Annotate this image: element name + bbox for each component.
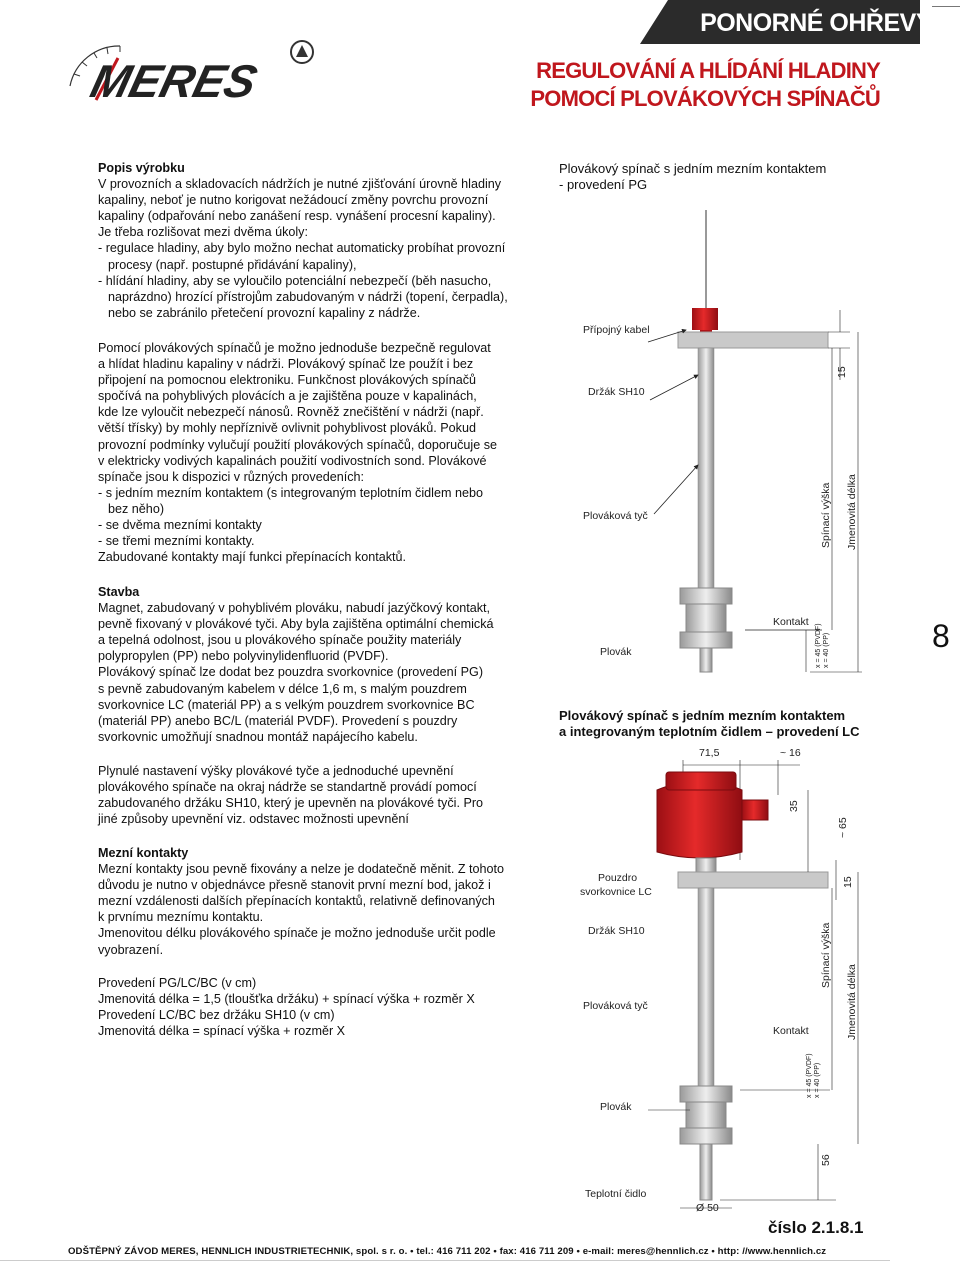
fig2-title xyxy=(559,708,860,740)
stavba-line: svorkovnice LC (materiál PP) a s velkým pouzdrem svorkovnice BC xyxy=(98,697,475,712)
stavba-line: polypropylen (PP) nebo polyvinylidenfluorid (PVDF). xyxy=(98,649,389,664)
page-subtitle-line1: REGULOVÁNÍ A HLÍDÁNÍ HLADINY xyxy=(536,58,880,83)
fig2-title-line2: a integrovaným teplotním čidlem – provedení LC xyxy=(559,724,860,739)
label-teplotni-cidlo: Teplotní čidlo xyxy=(585,1188,647,1200)
mezni-line: mezní vzdálenosti dalších přepínacích kontaktů, relativně definovaných xyxy=(98,894,495,909)
formula-line: Provedení PG/LC/BC (v cm) xyxy=(98,976,257,990)
label-jmenovita-delka: Jmenovitá délka xyxy=(846,964,858,1040)
para-line: Pomocí plovákových spínačů je možno jednoduše bezpečně regulovat xyxy=(98,341,491,355)
dim-35: 35 xyxy=(788,800,800,812)
para-line: Zabudované kontakty mají funkci přepínacích kontaktů. xyxy=(98,550,407,565)
stavba-heading: Stavba xyxy=(98,585,140,599)
popis-line: kapaliny, neboť je nutno korigovat nežádoucí změny povrchu provozní xyxy=(98,193,489,208)
label-svorkovnice: svorkovnice LC xyxy=(580,886,652,898)
para-line: větší třísky) by mohly nepříznivě ovlivnit pohyblivost plováků. Pokud xyxy=(98,421,476,436)
stavba-line: Magnet, zabudovaný v pohyblivém plováku, nabudí jazýčkový kontakt, xyxy=(98,601,491,616)
label-pripojny-kabel: Přípojný kabel xyxy=(583,324,650,336)
label-spinaci-vyska: Spínací výška xyxy=(820,922,832,988)
label-tyc: Plováková tyč xyxy=(583,1000,648,1012)
mezni-line: vyobrazení. xyxy=(98,942,164,957)
formula-line: Jmenovitá délka = 1,5 (tloušťka držáku) + spínací výška + rozměr X xyxy=(98,992,475,1007)
para-line: kde lze vyloučit nebezpečí nánosů. Rovněž znečištění v nádrži (např. xyxy=(98,405,484,420)
dim-d50: Ø 50 xyxy=(696,1202,719,1214)
popis-line: Je třeba rozlišovat mezi dvěma úkoly: xyxy=(98,225,308,240)
dim-15: 15 xyxy=(836,366,848,378)
document-number: číslo 2.1.8.1 xyxy=(768,1218,864,1237)
para-line: v elektricky vodivých kapalinách použití vodivostních sond. Plovákové xyxy=(98,453,487,468)
para-line: připojení na pomocnou elektroniku. Funkčnost plovákových spínačů xyxy=(98,373,477,388)
dim-15: 15 xyxy=(842,876,854,888)
stavba2-line: jiné způsoby upevnění viz. odstavec možnosti upevnění xyxy=(98,812,409,827)
label-x-pvdf: x = 45 (PVDF) xyxy=(815,623,822,668)
fig1-title-line1: Plovákový spínač s jedním mezním kontaktem xyxy=(559,161,827,176)
popis-line: kapaliny (odpařování nebo zanášení resp. vynášení procesní kapaliny). xyxy=(98,209,496,224)
dim-56: 56 xyxy=(820,1154,832,1166)
popis-line: - hlídání hladiny, aby se vyloučilo potenciální nebezpečí (běh nasucho, xyxy=(98,273,492,288)
para-line: a hlídat hladinu kapaliny v nádrži. Plovákový spínač lze použít i bez xyxy=(98,357,474,372)
mezni-line: k prvnímu meznímu kontaktu. xyxy=(98,910,264,925)
stavba-line: s pevně zabudovaným kabelem v délce 1,6 m, s malým pouzdrem xyxy=(98,681,467,696)
section-number: 8 xyxy=(932,618,950,654)
stavba2-line: Plynulé nastavení výšky plovákové tyče a jednoduché upevnění xyxy=(98,764,454,778)
formula-line: Provedení LC/BC bez držáku SH10 (v cm) xyxy=(98,1008,335,1023)
label-jmenovita-delka: Jmenovitá délka xyxy=(846,474,858,550)
mezni-heading: Mezní kontakty xyxy=(98,846,189,860)
mezni-line: Jmenovitou délku plovákového spínače je možno jednoduše určit podle xyxy=(98,926,496,941)
label-kontakt: Kontakt xyxy=(773,616,809,628)
dim-65: ~ 65 xyxy=(837,817,849,838)
para-line: provozní podmínky vylučují použití plovákových spínačů, doporučuje se xyxy=(98,437,498,452)
para-line: spočívá na pohyblivých plovácích a je zajištěna pouze v kapalinách, xyxy=(98,389,477,404)
label-spinaci-vyska: Spínací výška xyxy=(820,482,832,548)
para-line: - s jedním mezním kontaktem (s integrovaným teplotním čidlem nebo xyxy=(98,485,483,500)
stavba-line: a tepelná odolnost, jsou u plovákového spínače použity materiály xyxy=(98,633,462,648)
svg-text:MERES: MERES xyxy=(85,55,263,107)
label-plovak: Plovák xyxy=(600,1101,632,1113)
popis-line: naprázdno) hrozící přístrojům zabudovaným v nádrži (topení, čerpadla), xyxy=(108,289,508,304)
label-pouzdro: Pouzdro xyxy=(598,872,638,884)
footer-contact: ODŠTĚPNÝ ZÁVOD MERES, HENNLICH INDUSTRIETECHNIK, spol. s r. o. • tel.: 416 711 202 • fax: 416 711 209 • e-mail: meres@hennlich.cz • http: //www.hennlich.cz xyxy=(68,1246,827,1257)
stavba-line: (materiál PP) anebo BC/L (materiál PVDF). Provedení s pouzdry xyxy=(98,713,458,728)
label-x-pvdf: x = 45 (PVDF) xyxy=(806,1053,813,1098)
para-line: - se třemi mezními kontakty. xyxy=(98,534,255,549)
popis-heading: Popis výrobku xyxy=(98,161,185,175)
label-kontakt: Kontakt xyxy=(773,1025,809,1037)
mezni-line: Mezní kontakty jsou pevně fixovány a nelze je dodatečně měnit. Z tohoto xyxy=(98,862,505,877)
para-line: spínače jsou k dispozici v různých provedeních: xyxy=(98,469,365,484)
popis-line: V provozních a skladovacích nádržích je nutné zjišťování úrovně hladiny xyxy=(98,177,502,192)
fig1-title-line2: - provedení PG xyxy=(559,177,648,192)
formula-line: Jmenovitá délka = spínací výška + rozměr X xyxy=(98,1024,346,1039)
label-x-pp: x = 40 (PP) xyxy=(814,1062,821,1098)
label-tyc: Plováková tyč xyxy=(583,510,648,522)
popis-line: - regulace hladiny, aby bylo možno nechat automaticky probíhat provozní xyxy=(98,241,506,256)
dim-71-5: 71,5 xyxy=(699,747,720,759)
footer-divider xyxy=(0,1260,890,1261)
stavba-line: Plovákový spínač lze dodat bez pouzdra svorkovnice (provedení PG) xyxy=(98,665,484,680)
para-line: bez něho) xyxy=(108,501,165,516)
label-drzak: Držák SH10 xyxy=(588,925,645,937)
fig2-title-line1: Plovákový spínač s jedním mezním kontaktem xyxy=(559,708,846,723)
stavba-line: svorkovnic umožňují snadnou montáž napájecího kabelu. xyxy=(98,729,418,744)
popis-line: nebo se zabránilo přetečení provozní kapaliny z nádrže. xyxy=(108,305,421,320)
mezni-line: důvodu je nutno v objednávce přesně stanovit první mezní bod, jakož i xyxy=(98,878,491,893)
fig1-drawing xyxy=(648,210,862,672)
stavba2-line: plovákového spínače na okraj nádrže se standartně provádí pomocí xyxy=(98,780,477,795)
label-drzak: Držák SH10 xyxy=(588,386,645,398)
popis-line: procesy (např. postupné přidávání kapaliny), xyxy=(108,257,357,272)
para-line: - se dvěma mezními kontakty xyxy=(98,518,262,533)
stavba2-line: zabudovaného držáku SH10, který je upevněn na plovákové tyči. Pro xyxy=(98,796,484,811)
label-plovak: Plovák xyxy=(600,646,632,658)
fig1-title xyxy=(559,161,826,193)
dim-16: ~ 16 xyxy=(780,747,801,759)
stavba-line: pevně fixovaný v plovákové tyči. Aby byla zajištěna optimální chemická xyxy=(98,617,494,632)
label-x-pp: x = 40 (PP) xyxy=(823,632,830,668)
page-subtitle-line2: POMOCÍ PLOVÁKOVÝCH SPÍNAČŮ xyxy=(530,86,880,111)
banner-title: PONORNÉ OHŘEVY xyxy=(700,9,932,37)
